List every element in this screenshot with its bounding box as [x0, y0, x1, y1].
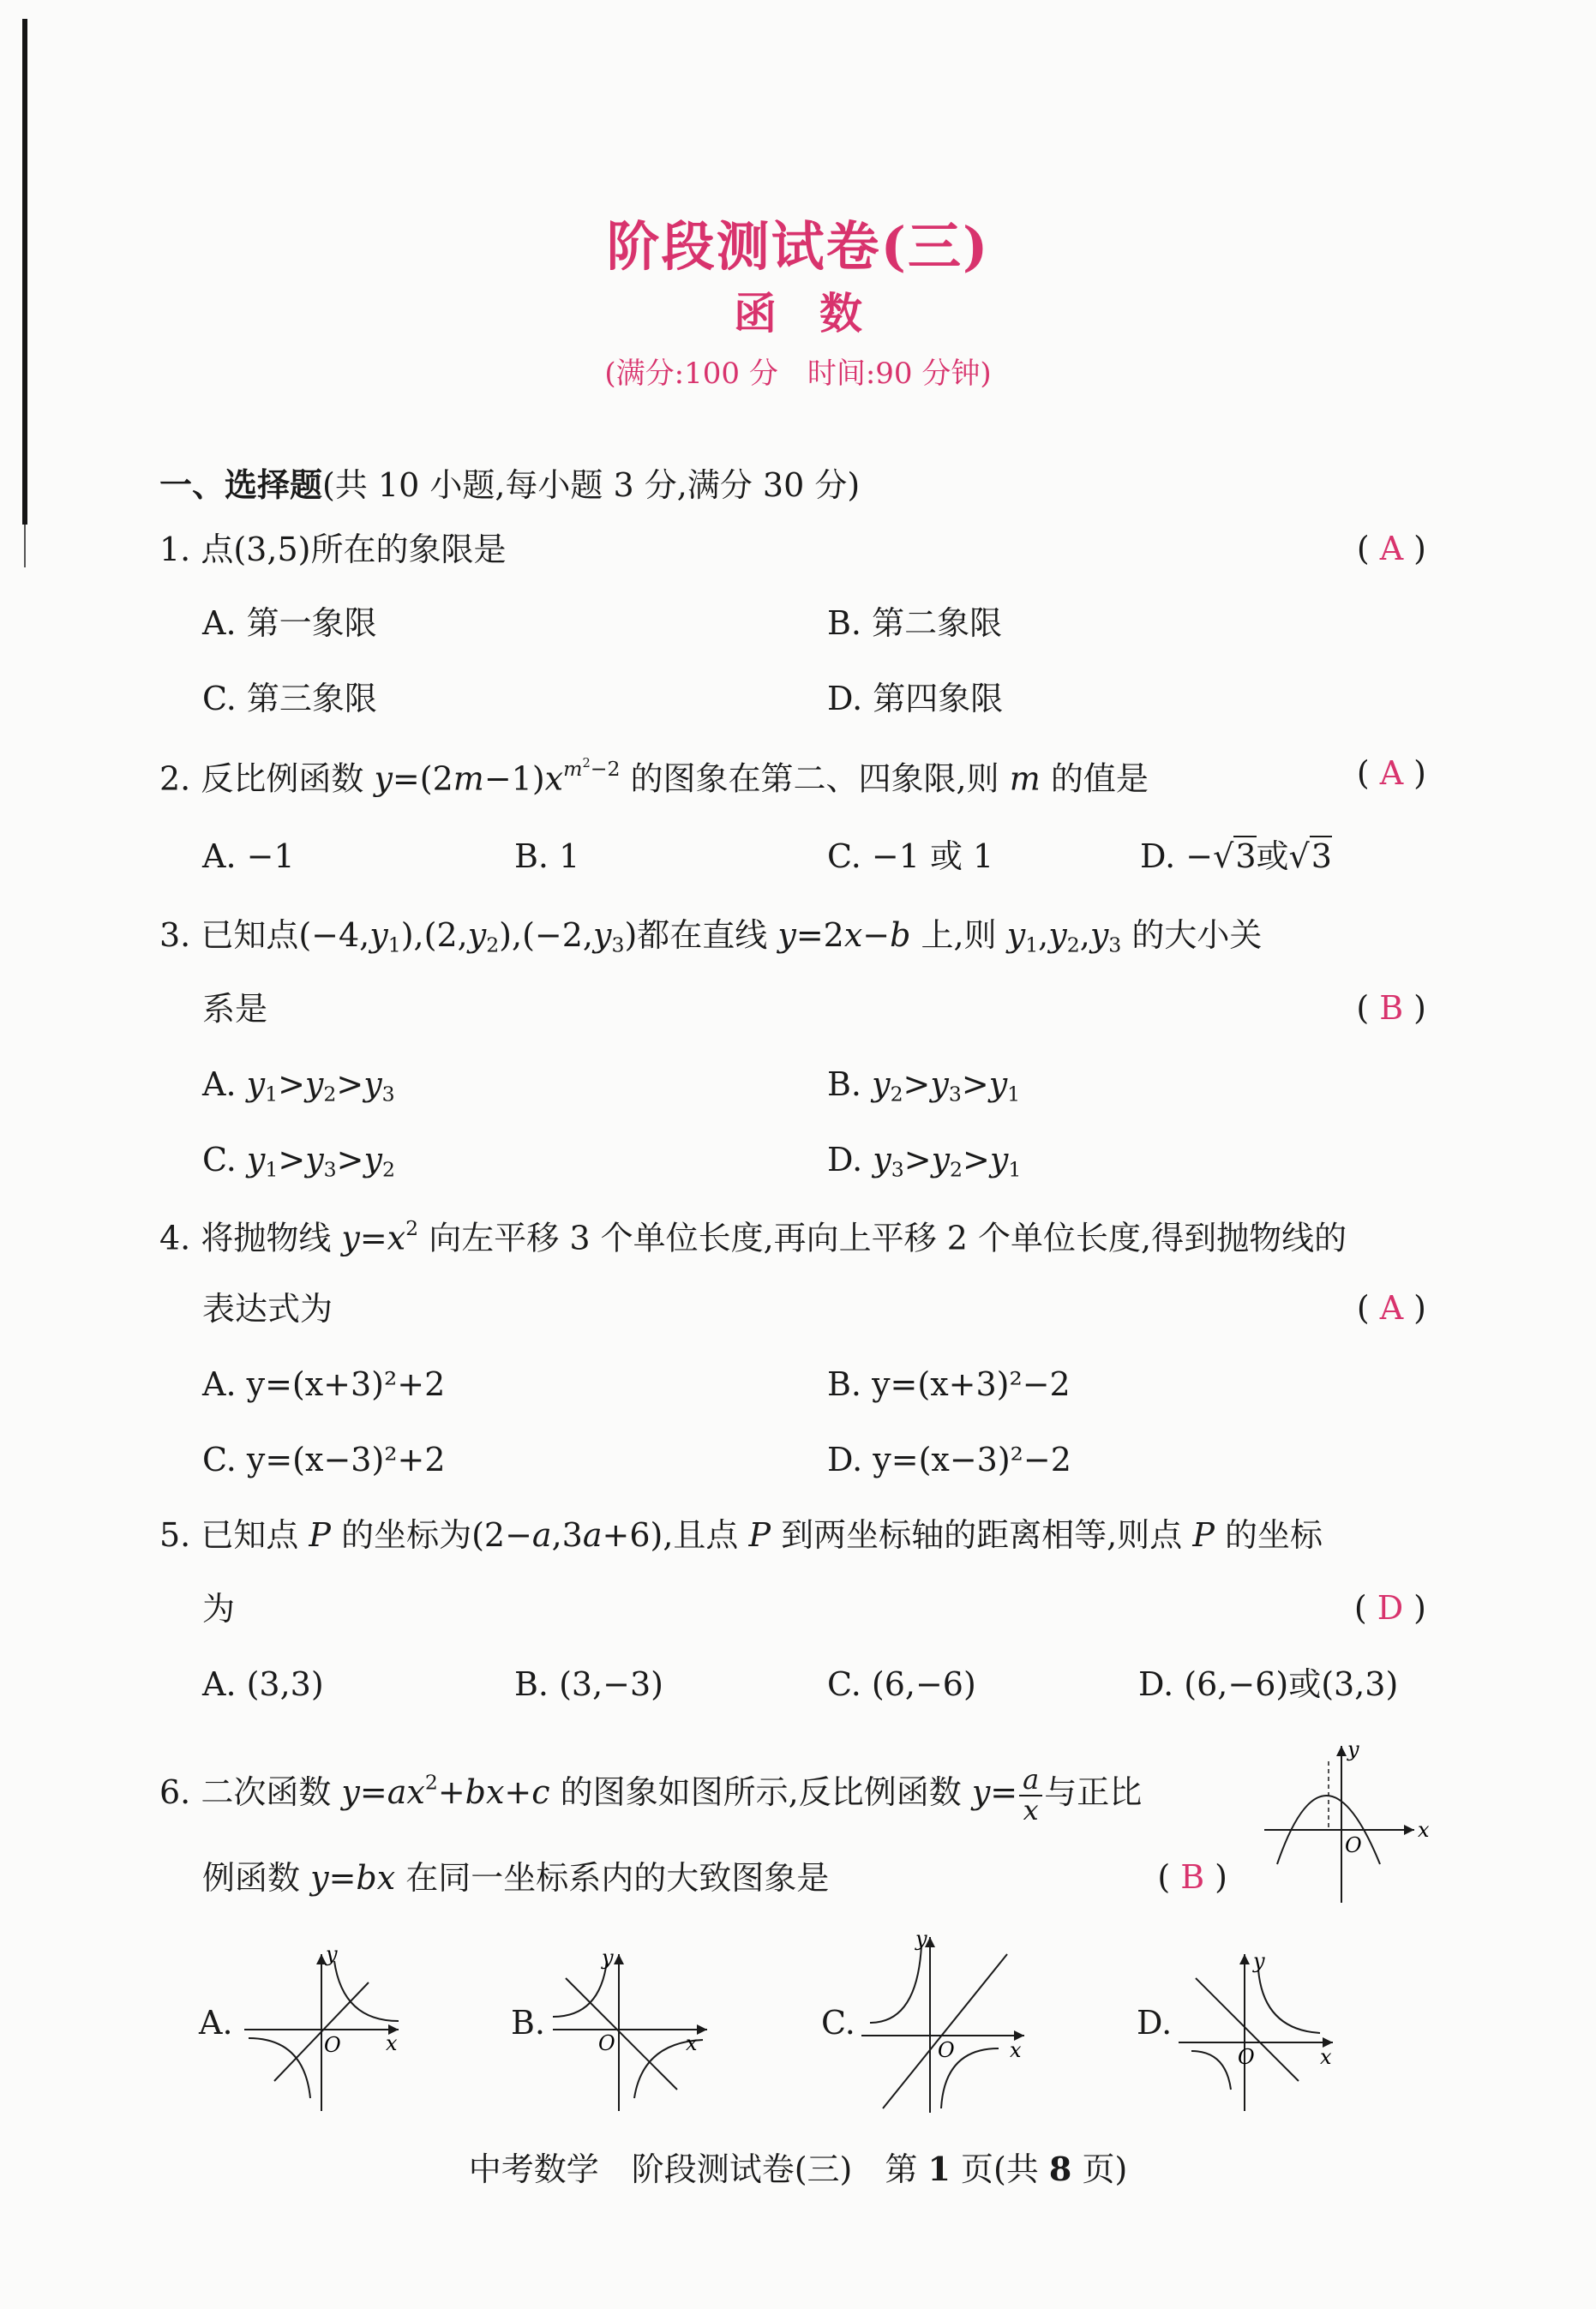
question-4: 4. 将抛物线 $y=x^2$ 向左平移 3 个单位长度,再向上平移 2 个单位长度,得到抛物线的 — [159, 1216, 1347, 1257]
question-5-line2: 为 — [202, 1590, 236, 1628]
q5-option-a: A. (3,3) — [202, 1665, 324, 1703]
axis-label-x: x — [1418, 1818, 1430, 1842]
q6-parabola-graph — [1260, 1736, 1431, 1907]
axis-label-y: y — [1253, 1949, 1265, 1973]
page-footer: 中考数学 阶段测试卷(三) 第 1 页(共 8 页) — [468, 2150, 1128, 2188]
axis-label-x: x — [1320, 2045, 1332, 2069]
origin-label: O — [1345, 1833, 1362, 1857]
fraction-a-over-x: $\frac{a}{x}$ — [1019, 1766, 1042, 1825]
q6-option-d-label: D. — [1137, 2004, 1173, 2042]
question-6: 6. 二次函数 $y=ax^2+bx+c$ 的图象如图所示,反比例函数 y= $\frac{a}{x}$ 与正比 — [159, 1763, 1143, 1826]
q2-option-a: A. −1 — [202, 837, 295, 875]
axis-label-y: y — [1347, 1737, 1359, 1761]
section-heading — [159, 459, 860, 506]
section-note: (共 10 小题,每小题 3 分,满分 30 分) — [322, 466, 861, 504]
q5-option-b: B. (3,−3) — [514, 1665, 664, 1703]
origin-label: O — [598, 2031, 615, 2055]
answer-4: ( A ) — [1356, 1289, 1426, 1327]
q6-option-a-graph — [240, 1944, 411, 2115]
q3-option-a: A. $y_1>y_2>y_3$ — [202, 1065, 395, 1107]
axis-label-y: y — [915, 1928, 927, 1951]
score-info: (满分:100 分 时间:90 分钟) — [604, 357, 992, 391]
axis-label-y: y — [326, 1944, 338, 1966]
question-1: 1. 点(3,5)所在的象限是 — [159, 531, 507, 568]
q6-option-b-label: B. — [511, 2004, 546, 2042]
answer-2: ( A ) — [1356, 754, 1426, 792]
question-4-line2: 表达式为 — [202, 1290, 333, 1328]
q3-option-d: D. $y_3>y_2>y_1$ — [827, 1141, 1022, 1182]
page-number: 1 — [927, 2150, 951, 2188]
question-6-line2: 例函数 y=bx 在同一坐标系内的大致图象是 — [202, 1859, 830, 1897]
q5-option-c: C. (6,−6) — [827, 1665, 976, 1703]
origin-label: O — [324, 2033, 341, 2057]
question-5: 5. 已知点 P 的坐标为(2−a,3a+6),且点 P 到两坐标轴的距离相等,则点 P 的坐标 — [159, 1516, 1323, 1554]
section-title: 一、选择题 — [159, 465, 323, 504]
answer-3: ( B ) — [1356, 989, 1426, 1027]
q5-option-d: D. (6,−6)或(3,3) — [1138, 1665, 1399, 1703]
q2-option-c: C. −1 或 1 — [827, 837, 994, 875]
answer-5: ( D ) — [1353, 1589, 1426, 1627]
q4-option-c: C. y=(x−3)²+2 — [202, 1441, 446, 1478]
q4-option-a: A. y=(x+3)²+2 — [202, 1365, 446, 1403]
axis-label-x: x — [1010, 2038, 1022, 2062]
page-total: 8 — [1048, 2150, 1072, 2188]
q6-option-d-graph — [1174, 1944, 1346, 2115]
q1-option-c: C. 第三象限 — [202, 680, 377, 717]
q4-option-d: D. y=(x−3)²−2 — [827, 1441, 1071, 1478]
answer-1: ( A ) — [1356, 530, 1426, 567]
q2-option-b: B. 1 — [514, 837, 580, 875]
page-subtitle: 函 数 — [734, 288, 862, 339]
question-3-line2: 系是 — [202, 990, 268, 1028]
origin-label: O — [1238, 2045, 1255, 2069]
q2-option-d: D. −√3或√3 — [1140, 837, 1332, 875]
question-2: 2. 反比例函数 $y=(2m-1)x^{m^2-2}$ 的图象在第二、四象限,则 m 的值是 — [159, 756, 1149, 798]
q6-option-c-graph — [857, 1928, 1037, 2117]
question-1-text: 点(3,5)所在的象限是 — [201, 531, 507, 568]
q1-option-a: A. 第一象限 — [202, 604, 377, 642]
q6-option-c-label: C. — [821, 2004, 855, 2042]
q1-option-b: B. 第二象限 — [827, 604, 1003, 642]
axis-label-x: x — [686, 2031, 698, 2055]
q1-option-d: D. 第四象限 — [827, 680, 1004, 717]
q6-option-a-label: A. — [199, 2004, 233, 2042]
q6-option-b-graph — [549, 1944, 720, 2115]
axis-label-x: x — [386, 2031, 398, 2055]
q4-option-b: B. y=(x+3)²−2 — [827, 1365, 1071, 1403]
answer-6: ( B ) — [1157, 1858, 1227, 1896]
axis-label-y: y — [602, 1946, 614, 1970]
binding-line-tail — [24, 525, 26, 567]
page-title: 阶段测试卷(三) — [606, 215, 990, 278]
q3-option-b: B. $y_2>y_3>y_1$ — [827, 1065, 1021, 1107]
q3-option-c: C. $y_1>y_3>y_2$ — [202, 1141, 395, 1182]
question-3: 3. 已知点$(-4,y_1),(2,y_2),(-2,y_3)$都在直线 y=2x−b 上,则 $y_1,y_2,y_3$ 的大小关 — [159, 916, 1263, 957]
origin-label: O — [938, 2038, 955, 2062]
